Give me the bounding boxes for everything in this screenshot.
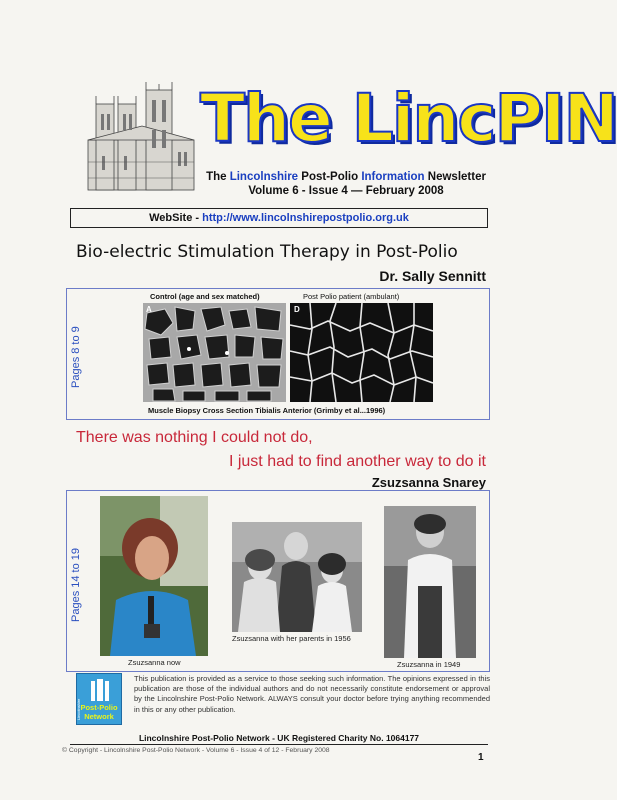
- disclaimer-text: This publication is provided as a service to those seeking such information. The opinions expressed in this publication are those of the individual authors and do not necessarily constitute endorsement or approval by the Lincolnshire Post-Polio Network. ALWAYS consult your doctor before trying anything recommended in this or any other publication.: [134, 674, 490, 714]
- subtitle-part: The: [206, 171, 230, 183]
- panel-label-d: D: [294, 305, 300, 314]
- logo-name-line1: Post-Polio: [80, 703, 118, 712]
- subtitle-highlight: Information: [361, 171, 425, 183]
- caption-1949: Zsuzsanna in 1949: [397, 660, 461, 669]
- page-number: 1: [478, 752, 484, 763]
- website-label: WebSite -: [149, 212, 203, 224]
- newsletter-subtitle: [196, 170, 496, 184]
- article2-author: Zsuzsanna Snarey: [371, 475, 486, 490]
- subtitle-part: Newsletter: [424, 171, 486, 183]
- website-link[interactable]: http://www.lincolnshirepostpolio.org.uk: [202, 212, 409, 224]
- photo-1949: [384, 506, 476, 658]
- subtitle-highlight: Lincolnshire: [229, 171, 299, 183]
- photo-zsuzsanna-now: [100, 496, 208, 656]
- article2-quote-line1: There was nothing I could not do,: [76, 429, 313, 446]
- article1-pages: Pages 8 to 9: [70, 326, 82, 388]
- photo-with-parents: [232, 522, 362, 632]
- logo-name-line2: Network: [84, 712, 114, 721]
- issue-line: Volume 6 - Issue 4 — February 2008: [248, 185, 444, 197]
- caption-parents: Zsuzsanna with her parents in 1956: [232, 634, 351, 643]
- caption-control: Control (age and sex matched): [150, 292, 260, 301]
- copyright-footer: © Copyright - Lincolnshire Post-Polio Network - Volume 6 - Issue 4 of 12 - February 2008: [62, 747, 330, 754]
- article1-title: Bio-electric Stimulation Therapy in Post-Polio: [76, 242, 458, 262]
- article2-quote-line2: I just had to find another way to do it: [228, 453, 486, 470]
- ppn-logo: [76, 673, 122, 725]
- logo-side-text: Lincolnshire: [76, 698, 81, 720]
- website-bar: [70, 208, 488, 228]
- biopsy-control-image: [143, 303, 286, 402]
- biopsy-patient-image: [290, 303, 433, 402]
- article2-pages: Pages 14 to 19: [70, 547, 82, 622]
- newsletter-title: The LincPIN: [200, 80, 617, 157]
- charity-line: Lincolnshire Post-Polio Network - UK Registered Charity No. 1064177: [70, 732, 488, 745]
- subtitle-part: Post-Polio: [298, 171, 362, 183]
- cathedral-illustration: [82, 82, 200, 194]
- cathedral-logo-icon: [89, 677, 111, 701]
- caption-now: Zsuzsanna now: [128, 658, 181, 667]
- caption-biopsy: Muscle Biopsy Cross Section Tibialis Anterior (Grimby et al...1996): [148, 406, 386, 415]
- caption-patient: Post Polio patient (ambulant): [303, 292, 400, 301]
- panel-label-a: A: [146, 305, 152, 314]
- article1-author: Dr. Sally Sennitt: [379, 268, 486, 284]
